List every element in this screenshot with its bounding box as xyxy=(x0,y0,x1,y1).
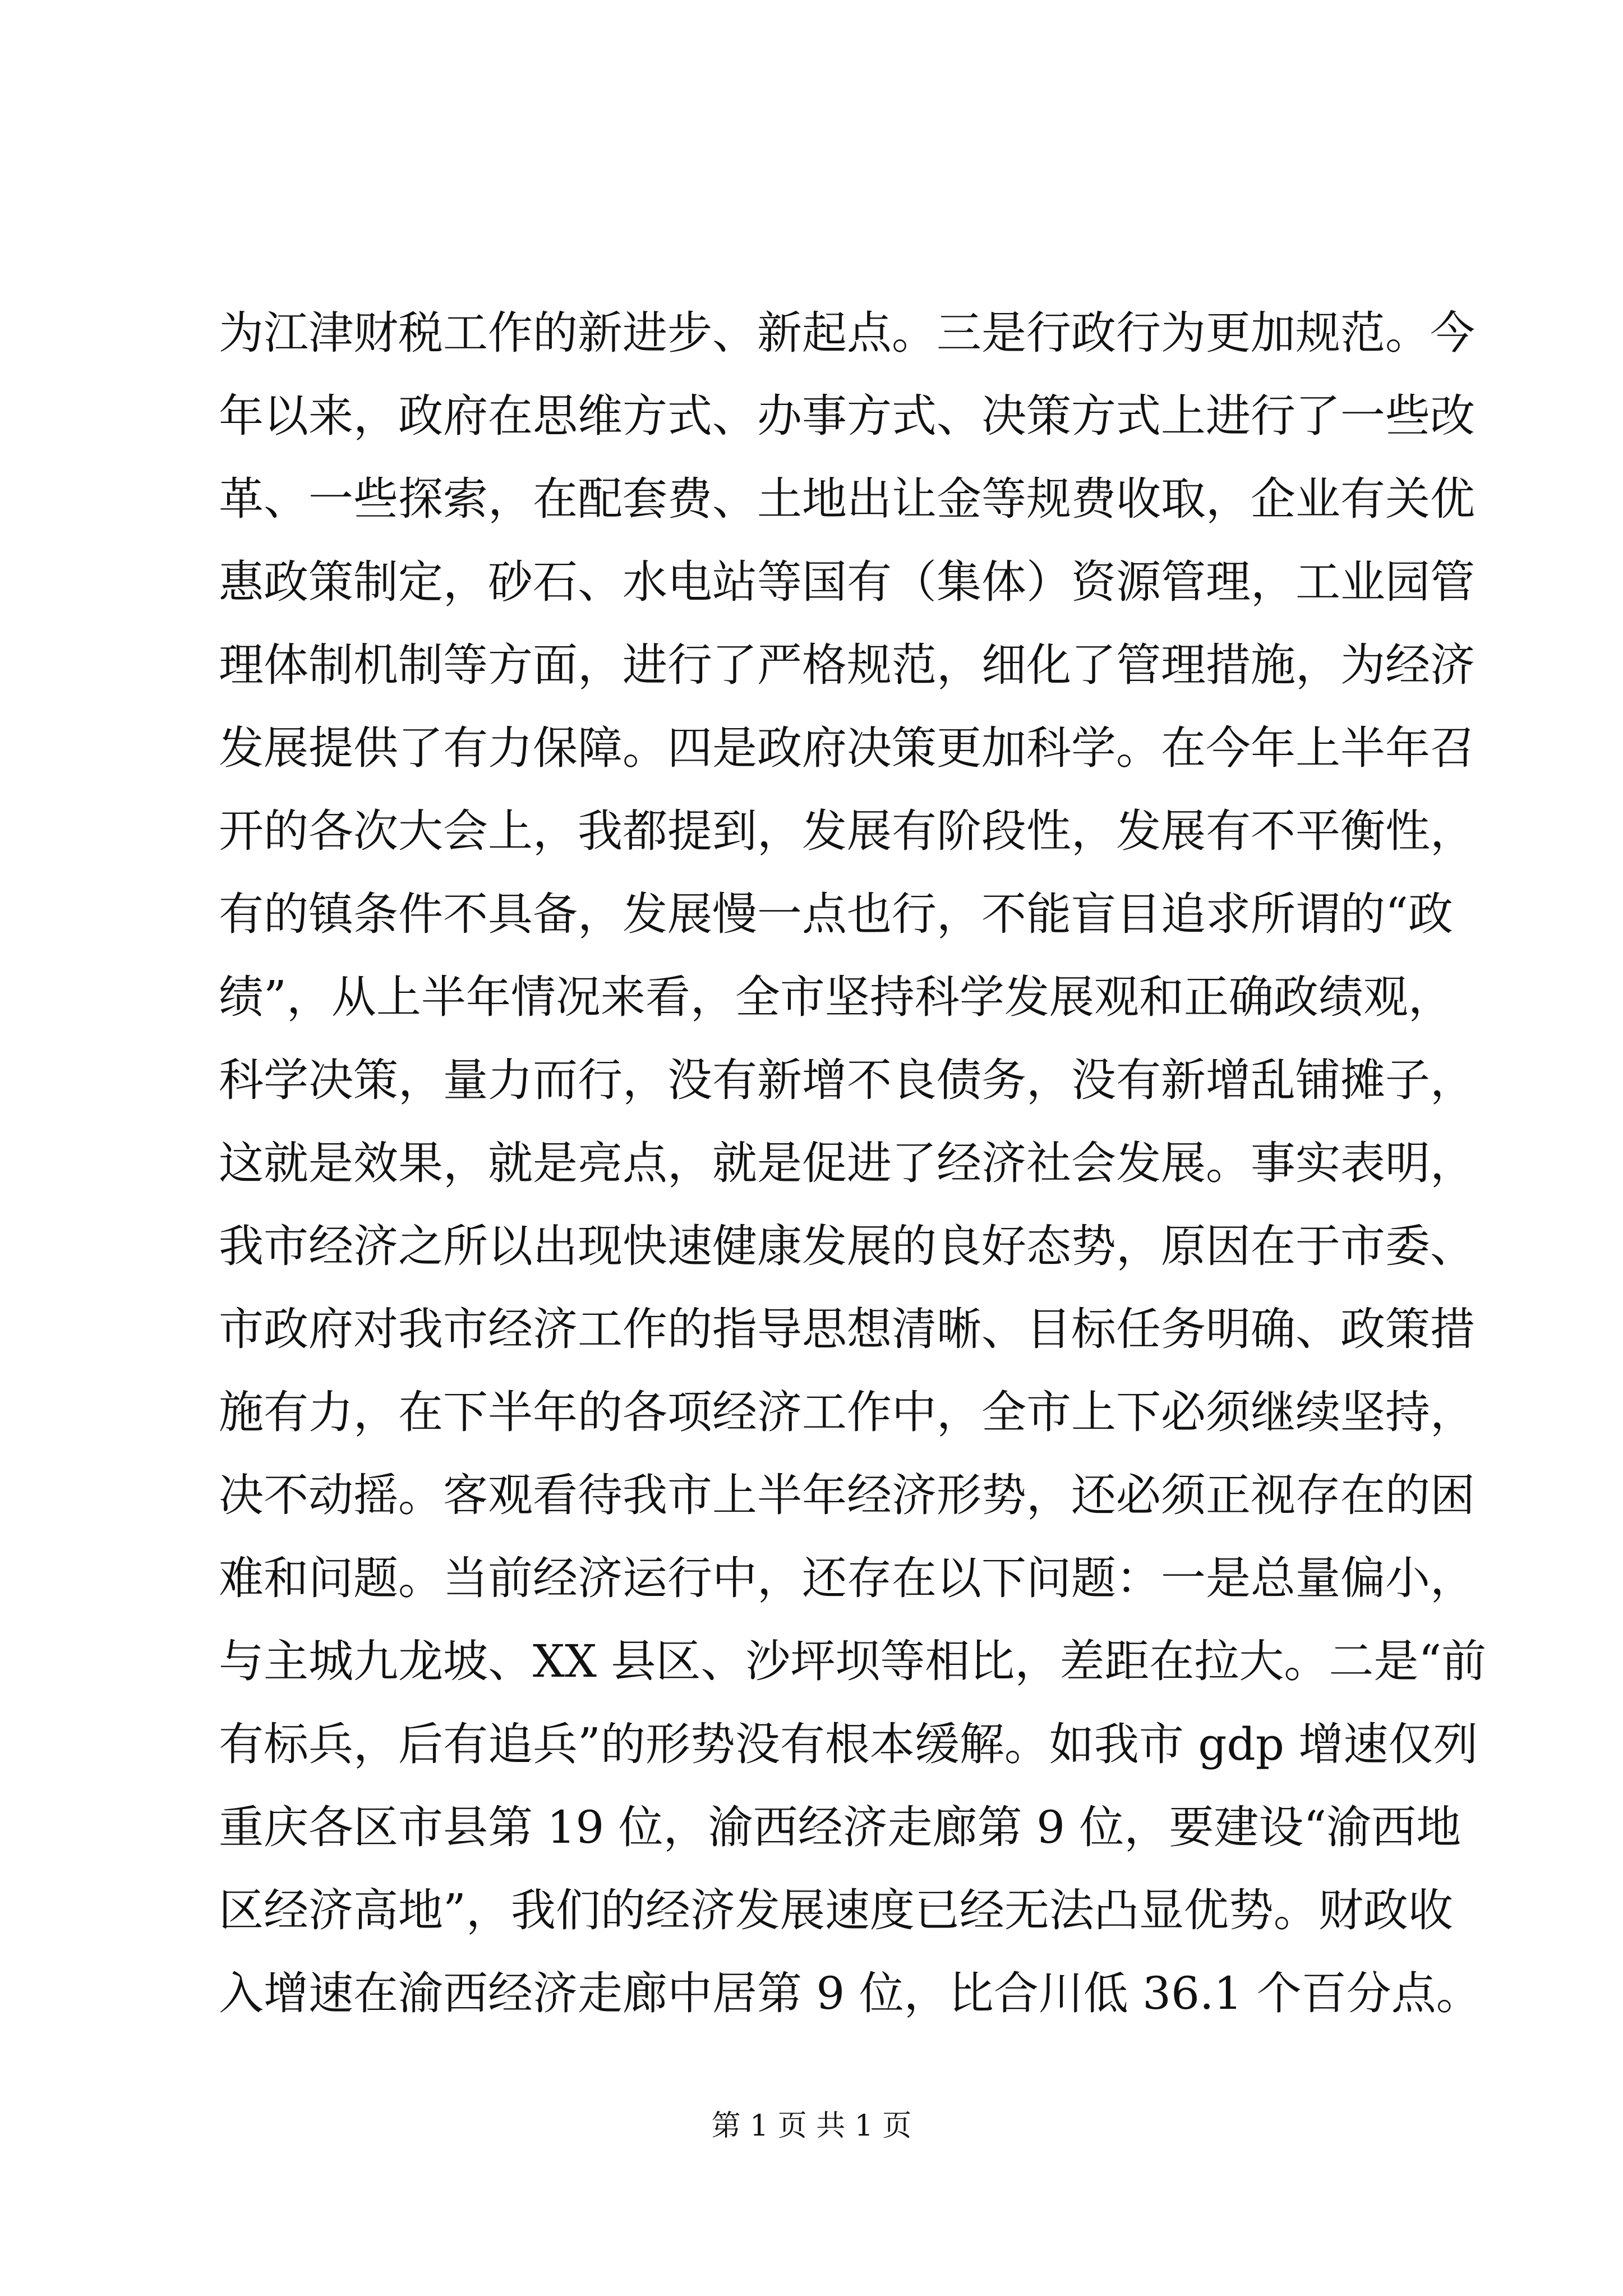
text-line: 与主城九龙坡、XX 县区、沙坪坝等相比，差距在拉大。二是“前 xyxy=(219,1635,1487,1687)
text-line: 决不动摇。客观看待我市上半年经济形势，还必须正视存在的困 xyxy=(219,1469,1475,1521)
text-line: 施有力，在下半年的各项经济工作中，全市上下必须继续坚持， xyxy=(219,1386,1475,1438)
text-line: 有的镇条件不具备，发展慢一点也行，不能盲目追求所谓的“政 xyxy=(219,888,1453,940)
page-footer xyxy=(0,2104,1623,2148)
text-line: 市政府对我市经济工作的指导思想清晰、目标任务明确、政策措 xyxy=(219,1303,1475,1355)
text-line: 发展提供了有力保障。四是政府决策更加科学。在今年上半年召 xyxy=(219,722,1475,774)
text-line: 我市经济之所以出现快速健康发展的良好态势，原因在于市委、 xyxy=(219,1220,1475,1272)
text-line: 这就是效果，就是亮点，就是促进了经济社会发展。事实表明， xyxy=(219,1137,1475,1189)
text-line: 重庆各区市县第 19 位，渝西经济走廊第 9 位，要建设“渝西地 xyxy=(219,1801,1461,1853)
text-line: 革、一些探索，在配套费、土地出让金等规费收取，企业有关优 xyxy=(219,473,1475,525)
text-line: 惠政策制定，砂石、水电站等国有（集体）资源管理，工业园管 xyxy=(219,556,1475,608)
text-line: 区经济高地”，我们的经济发展速度已经无法凸显优势。财政收 xyxy=(219,1884,1453,1936)
text-line: 年以来，政府在思维方式、办事方式、决策方式上进行了一些改 xyxy=(219,390,1475,442)
body-paragraph xyxy=(219,292,1487,2035)
text-line: 难和问题。当前经济运行中，还存在以下问题：一是总量偏小， xyxy=(219,1552,1475,1604)
text-line: 科学决策，量力而行，没有新增不良债务，没有新增乱铺摊子， xyxy=(219,1054,1475,1106)
text-line: 绩”，从上半年情况来看，全市坚持科学发展观和正确政绩观， xyxy=(219,971,1453,1023)
text-line: 有标兵，后有追兵”的形势没有根本缓解。如我市 gdp 增速仅列 xyxy=(219,1718,1478,1770)
text-line: 为江津财税工作的新进步、新起点。三是行政行为更加规范。今 xyxy=(219,307,1475,359)
text-line: 理体制机制等方面，进行了严格规范，细化了管理措施，为经济 xyxy=(219,639,1475,691)
text-line: 开的各次大会上，我都提到，发展有阶段性，发展有不平衡性， xyxy=(219,805,1475,857)
page-number: 第 1 页 共 1 页 xyxy=(711,2109,912,2143)
text-line: 入增速在渝西经济走廊中居第 9 位，比合川低 36.1 个百分点。 xyxy=(219,1967,1481,2019)
